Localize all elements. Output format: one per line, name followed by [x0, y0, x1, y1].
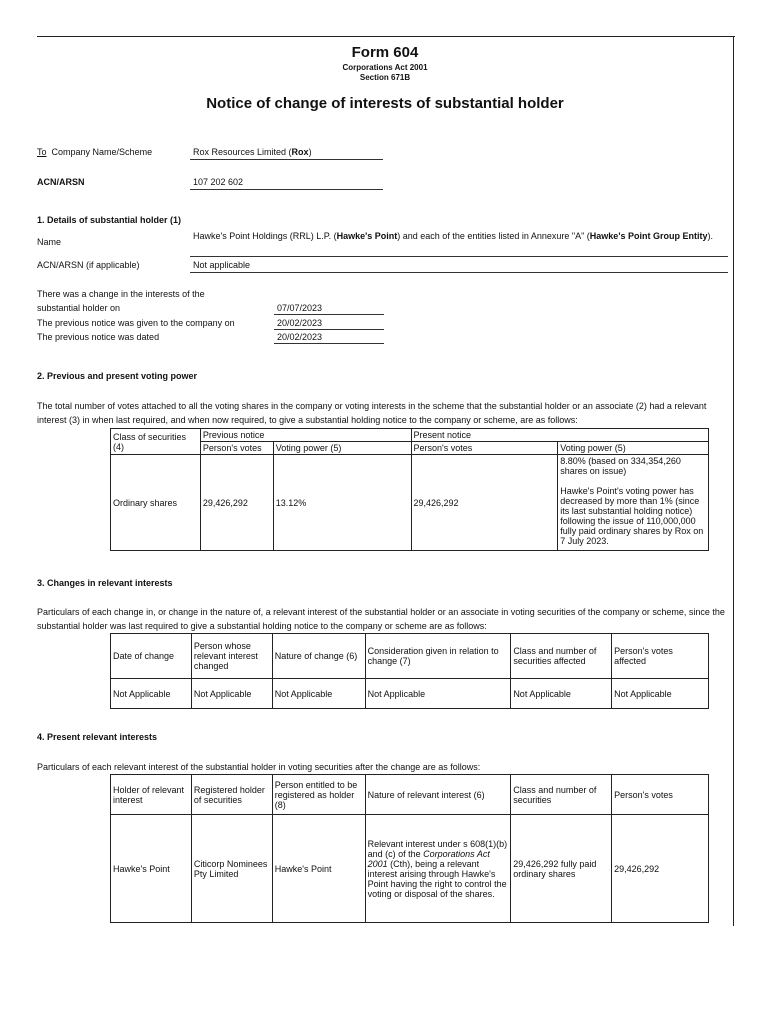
company-name-label: Company Name/Scheme — [51, 147, 153, 157]
changes-consideration: Not Applicable — [365, 679, 511, 709]
changes-votes: Not Applicable — [612, 679, 709, 709]
pres-votes: 29,426,292 — [411, 455, 558, 551]
section-reference: Section 671B — [359, 73, 411, 82]
notice-title: Notice of change of interests of substantial holder — [206, 95, 564, 112]
act-name: Corporations Act 2001 — [342, 63, 428, 72]
row-class: Ordinary shares — [111, 455, 201, 551]
changes-header-person: Person whose relevant interest changed — [191, 634, 272, 679]
top-rule — [37, 36, 735, 37]
changes-table — [110, 633, 709, 709]
holder-acn-label: ACN/ARSN (if applicable) — [37, 260, 140, 270]
voting-data-row — [111, 455, 709, 551]
present-nature-act: Corporations Act 2001 — [367, 848, 490, 869]
right-rule — [733, 36, 734, 926]
changes-class: Not Applicable — [511, 679, 612, 709]
holder-name-part1: Hawke's Point Holdings (RRL) L.P. ( — [193, 231, 337, 241]
holder-name-bold2: Hawke's Point Group Entity — [589, 231, 708, 241]
company-name-value — [193, 147, 312, 157]
changes-date: Not Applicable — [111, 679, 192, 709]
changes-header-consideration: Consideration given in relation to change (7) — [365, 634, 511, 679]
changes-person: Not Applicable — [191, 679, 272, 709]
present-class-number: 29,426,292 fully paid ordinary shares — [511, 815, 612, 923]
section3-intro: Particulars of each change in, or change in the nature of, a relevant interest of the substantial holder or an associate in voting securities of the company or scheme, since the substantial holder was last required to give a substantial holding notice to the company or scheme are as follows: — [37, 607, 725, 631]
prev-power: 13.12% — [273, 455, 411, 551]
pres-power-explanation: Hawke's Point's voting power has decreased by more than 1% (since its last substantial holding notice) following the issue of 110,000,000 fully paid ordinary shares by Rox on 7 July 2023. — [560, 486, 704, 546]
holder-name-line — [190, 256, 728, 257]
changes-header-date: Date of change — [111, 634, 192, 679]
holder-name-value — [193, 231, 728, 242]
change-label-line2: substantial holder on — [37, 303, 121, 313]
prev-dated-date: 20/02/2023 — [277, 332, 323, 342]
section3-heading: 3. Changes in relevant interests — [37, 578, 173, 588]
present-header-registered: Registered holder of securities — [191, 775, 272, 815]
present-votes: 29,426,292 — [612, 815, 709, 923]
change-label-line1: There was a change in the interests of the — [37, 289, 205, 299]
present-header-entitled: Person entitled to be registered as holder (8) — [272, 775, 365, 815]
voting-header-row — [111, 429, 709, 442]
changes-header-votes: Person's votes affected — [612, 634, 709, 679]
changes-nature: Not Applicable — [272, 679, 365, 709]
to-label: To — [37, 147, 47, 157]
pres-voting-power-header: Voting power (5) — [558, 442, 709, 455]
pres-power-cell — [558, 455, 709, 551]
company-label — [37, 147, 152, 157]
section1-heading: 1. Details of substantial holder (1) — [37, 215, 182, 225]
changes-header-row — [111, 634, 709, 679]
changes-data-row — [111, 679, 709, 709]
present-header-holder: Holder of relevant interest — [111, 775, 192, 815]
holder-acn-value: Not applicable — [193, 260, 251, 270]
form-title: Form 604 — [351, 44, 419, 61]
section2-heading: 2. Previous and present voting power — [37, 371, 198, 381]
prev-given-date: 20/02/2023 — [277, 318, 323, 328]
change-date-line — [274, 314, 384, 315]
voting-subheader-row — [111, 442, 709, 455]
present-data-row — [111, 815, 709, 923]
present-nature — [365, 815, 511, 923]
holder-name-bold1: Hawke's Point — [336, 231, 398, 241]
present-header-nature: Nature of relevant interest (6) — [365, 775, 511, 815]
acn-line — [190, 189, 383, 190]
section4-intro: Particulars of each relevant interest of the substantial holder in voting securities after the change are as follows: — [37, 762, 481, 772]
holder-name-label: Name — [37, 237, 62, 247]
present-header-row — [111, 775, 709, 815]
present-header-votes: Person's votes — [612, 775, 709, 815]
prev-votes: 29,426,292 — [200, 455, 273, 551]
section2-intro: The total number of votes attached to all the voting shares in the company or voting interests in the scheme that the substantial holder or an associate (2) had a relevant interest (3) in when last required, and when now required, to give a substantial holding notice to the company or scheme, are as follows: — [37, 401, 707, 425]
present-nature-part2: (Cth), being a relevant interest arising through Hawke's Point having the right to control the voting or disposal of the shares. — [367, 858, 507, 899]
present-header-class: Class and number of securities — [511, 775, 612, 815]
present-holder: Hawke's Point — [111, 815, 192, 923]
acn-value: 107 202 602 — [193, 177, 244, 187]
prev-given-label: The previous notice was given to the company on — [37, 318, 235, 328]
holder-name-part2: ) and each of the entities listed in Annexure "A" ( — [397, 231, 590, 241]
section4-heading: 4. Present relevant interests — [37, 732, 158, 742]
present-registered: Citicorp Nominees Pty Limited — [191, 815, 272, 923]
prev-voting-power-header: Voting power (5) — [273, 442, 411, 455]
previous-notice-header: Previous notice — [200, 429, 411, 442]
prev-dated-label: The previous notice was dated — [37, 332, 160, 342]
acn-label: ACN/ARSN — [37, 177, 85, 187]
prev-dated-line — [274, 343, 384, 344]
holder-acn-line — [190, 272, 728, 273]
company-short-name: Rox — [291, 147, 309, 157]
present-entitled: Hawke's Point — [272, 815, 365, 923]
pres-power-percent: 8.80% (based on 334,354,260 shares on issue) — [560, 456, 681, 476]
present-notice-header: Present notice — [411, 429, 709, 442]
changes-header-nature: Nature of change (6) — [272, 634, 365, 679]
company-name-line — [190, 159, 383, 160]
changes-header-class: Class and number of securities affected — [511, 634, 612, 679]
present-interests-table — [110, 774, 709, 923]
prev-persons-votes-header: Person's votes — [200, 442, 273, 455]
prev-given-line — [274, 329, 384, 330]
voting-power-table — [110, 428, 709, 551]
company-name-close: ) — [308, 147, 312, 157]
pres-persons-votes-header: Person's votes — [411, 442, 558, 455]
company-name-text: Rox Resources Limited ( — [193, 147, 292, 157]
change-date: 07/07/2023 — [277, 303, 323, 313]
holder-name-part3: ). — [707, 231, 713, 241]
class-of-securities-header: Class of securities (4) — [111, 429, 201, 455]
present-nature-part1: Relevant interest under s 608(1)(b) and (c) of the — [367, 838, 508, 859]
